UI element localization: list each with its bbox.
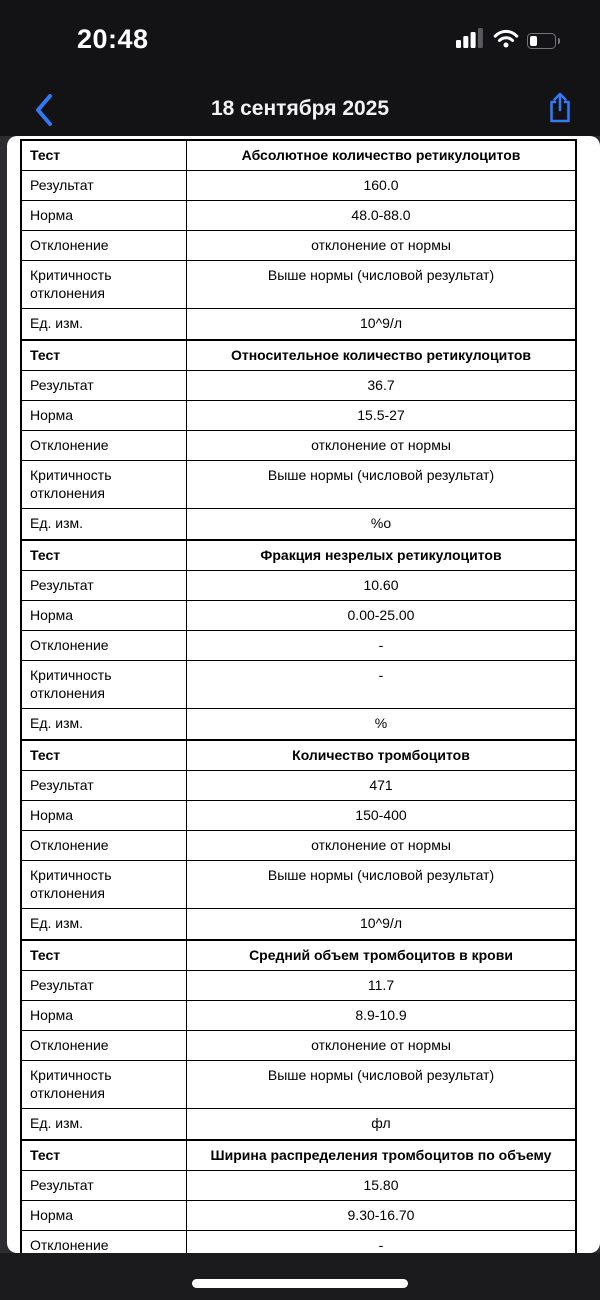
row-label: Результат bbox=[22, 771, 187, 800]
row-value: 10^9/л bbox=[360, 315, 402, 331]
row-label: Норма bbox=[22, 1201, 187, 1230]
status-time: 20:48 bbox=[77, 24, 149, 54]
test-block bbox=[22, 941, 575, 1141]
row-label: Отклонение bbox=[22, 631, 187, 660]
battery-icon bbox=[527, 33, 556, 49]
row-label: Норма bbox=[22, 601, 187, 630]
table-row-deviation bbox=[22, 631, 575, 661]
row-label: Тест bbox=[22, 541, 187, 570]
table-row-unit bbox=[22, 1109, 575, 1139]
table-row-test bbox=[22, 741, 575, 771]
row-label: Отклонение bbox=[22, 231, 187, 260]
table-row-deviation bbox=[22, 1231, 575, 1253]
share-button[interactable] bbox=[542, 87, 578, 131]
table-row-criticality bbox=[22, 461, 575, 509]
table-row-deviation bbox=[22, 231, 575, 261]
row-value: 8.9-10.9 bbox=[355, 1007, 407, 1023]
table-row-unit bbox=[22, 909, 575, 939]
table-row-test bbox=[22, 541, 575, 571]
share-icon bbox=[547, 112, 573, 127]
row-value: 10^9/л bbox=[360, 915, 402, 931]
row-value: Выше нормы (числовой результат) bbox=[267, 867, 495, 883]
row-value: Фракция незрелых ретикулоцитов bbox=[260, 547, 502, 563]
table-row-test bbox=[22, 341, 575, 371]
row-label: Норма bbox=[22, 801, 187, 830]
row-label: Результат bbox=[22, 571, 187, 600]
row-value: 160.0 bbox=[363, 177, 399, 193]
row-value: %о bbox=[370, 515, 392, 531]
row-label: Тест bbox=[22, 141, 187, 170]
row-value: 150-400 bbox=[355, 807, 407, 823]
row-label: Критичность отклонения bbox=[22, 261, 187, 308]
row-value: - bbox=[378, 637, 384, 653]
battery-fill bbox=[530, 36, 537, 46]
wifi-icon bbox=[493, 29, 519, 53]
test-block bbox=[22, 741, 575, 941]
row-value: Абсолютное количество ретикулоцитов bbox=[241, 147, 521, 163]
row-label: Ед. изм. bbox=[22, 709, 187, 739]
row-value: 15.80 bbox=[363, 1177, 399, 1193]
row-label: Норма bbox=[22, 201, 187, 230]
table-row-result bbox=[22, 771, 575, 801]
row-label: Критичность отклонения bbox=[22, 661, 187, 708]
row-value: 10.60 bbox=[363, 577, 399, 593]
row-label: Результат bbox=[22, 371, 187, 400]
row-label: Критичность отклонения bbox=[22, 461, 187, 508]
row-label: Ед. изм. bbox=[22, 1109, 187, 1139]
table-row-deviation bbox=[22, 1031, 575, 1061]
table-row-test bbox=[22, 1141, 575, 1171]
row-label: Результат bbox=[22, 171, 187, 200]
row-value: Выше нормы (числовой результат) bbox=[267, 1067, 495, 1083]
table-row-result bbox=[22, 971, 575, 1001]
row-label: Норма bbox=[22, 1001, 187, 1030]
row-value: - bbox=[378, 1237, 384, 1253]
row-label: Тест bbox=[22, 741, 187, 770]
row-label: Результат bbox=[22, 1171, 187, 1200]
table-row-unit bbox=[22, 709, 575, 739]
row-label: Ед. изм. bbox=[22, 909, 187, 939]
test-block bbox=[22, 141, 575, 341]
row-label: Норма bbox=[22, 401, 187, 430]
table-row-result bbox=[22, 171, 575, 201]
row-value: Средний объем тромбоцитов в крови bbox=[249, 947, 513, 963]
table-row-criticality bbox=[22, 861, 575, 909]
nav-bar bbox=[0, 85, 600, 136]
table-row-deviation bbox=[22, 831, 575, 861]
row-label: Ед. изм. bbox=[22, 309, 187, 339]
row-label: Тест bbox=[22, 941, 187, 970]
table-row-test bbox=[22, 941, 575, 971]
row-value: отклонение от нормы bbox=[311, 437, 451, 453]
home-indicator[interactable] bbox=[192, 1279, 408, 1288]
row-label: Критичность отклонения bbox=[22, 1061, 187, 1108]
table-row-test bbox=[22, 141, 575, 171]
row-label: Ед. изм. bbox=[22, 509, 187, 539]
table-row-norm bbox=[22, 1001, 575, 1031]
table-row-norm bbox=[22, 801, 575, 831]
table-row-result bbox=[22, 371, 575, 401]
row-label: Критичность отклонения bbox=[22, 861, 187, 908]
document-viewport[interactable] bbox=[0, 136, 600, 1253]
table-row-deviation bbox=[22, 431, 575, 461]
table-row-norm bbox=[22, 401, 575, 431]
test-block bbox=[22, 541, 575, 741]
table-row-criticality bbox=[22, 261, 575, 309]
row-value: Выше нормы (числовой результат) bbox=[267, 467, 495, 483]
row-value: 36.7 bbox=[367, 377, 395, 393]
row-value: Количество тромбоцитов bbox=[292, 747, 470, 763]
table-row-result bbox=[22, 1171, 575, 1201]
table-row-norm bbox=[22, 601, 575, 631]
row-value: 0.00-25.00 bbox=[347, 607, 415, 623]
row-value: - bbox=[378, 667, 384, 683]
row-label: Отклонение bbox=[22, 1031, 187, 1060]
table-row-unit bbox=[22, 509, 575, 539]
row-label: Отклонение bbox=[22, 831, 187, 860]
row-value: 48.0-88.0 bbox=[351, 207, 411, 223]
status-bar bbox=[0, 0, 600, 85]
lab-results-table bbox=[20, 139, 577, 1253]
test-block bbox=[22, 341, 575, 541]
row-label: Тест bbox=[22, 341, 187, 370]
row-value: Выше нормы (числовой результат) bbox=[267, 267, 495, 283]
table-row-norm bbox=[22, 1201, 575, 1231]
bottom-bar bbox=[0, 1253, 600, 1300]
row-label: Отклонение bbox=[22, 431, 187, 460]
table-row-result bbox=[22, 571, 575, 601]
row-value: 11.7 bbox=[367, 977, 395, 993]
row-value: 15.5-27 bbox=[357, 407, 405, 423]
row-value: Относительное количество ретикулоцитов bbox=[230, 347, 532, 363]
row-value: отклонение от нормы bbox=[311, 837, 451, 853]
row-value: Ширина распределения тромбоцитов по объему bbox=[210, 1147, 552, 1163]
row-value: 471 bbox=[369, 777, 393, 793]
row-label: Результат bbox=[22, 971, 187, 1000]
row-label: Тест bbox=[22, 1141, 187, 1170]
row-value: отклонение от нормы bbox=[311, 1037, 451, 1053]
row-value: % bbox=[374, 715, 388, 731]
row-value: отклонение от нормы bbox=[311, 237, 451, 253]
row-label: Отклонение bbox=[22, 1231, 187, 1253]
row-value: 9.30-16.70 bbox=[347, 1207, 415, 1223]
table-row-criticality bbox=[22, 661, 575, 709]
table-row-norm bbox=[22, 201, 575, 231]
table-row-unit bbox=[22, 309, 575, 339]
battery-nub bbox=[558, 38, 561, 44]
test-block bbox=[22, 1141, 575, 1253]
nav-title: 18 сентября 2025 bbox=[210, 97, 390, 120]
status-icons bbox=[456, 28, 556, 53]
row-value: фл bbox=[371, 1115, 391, 1131]
table-row-criticality bbox=[22, 1061, 575, 1109]
document-page bbox=[7, 136, 600, 1253]
cellular-signal-icon bbox=[456, 28, 485, 53]
